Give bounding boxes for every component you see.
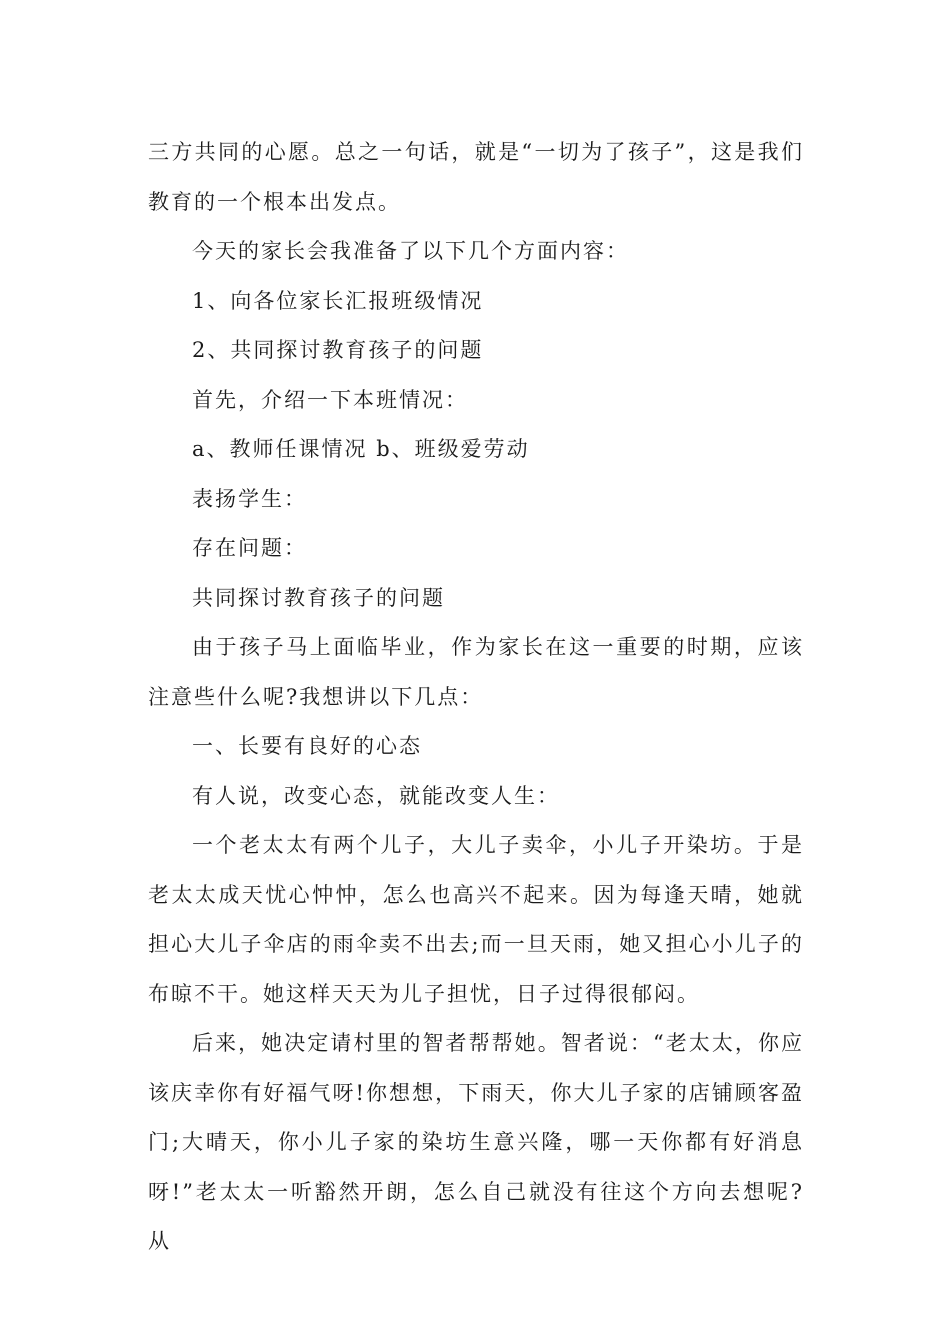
paragraph-graduation: 由于孩子马上面临毕业，作为家长在这一重要的时期，应该注意些什么呢?我想讲以下几点： [148,635,804,709]
paragraph-class-intro: 首先，介绍一下本班情况： [192,387,468,412]
paragraph-story-part-2: 后来，她决定请村里的智者帮帮她。智者说：“老太太，你应该庆幸你有好福气呀!你想想，下雨天，你大儿子家的店铺顾客盈门;大晴天，你小儿子家的染坊生意兴隆，哪一天你都有好消息呀!”老太太一听豁然开朗，怎么自己就没有往这个方向去想呢?从 [148,1031,804,1253]
paragraph-section-heading: 共同探讨教育孩子的问题 [192,585,445,610]
paragraph-mindset-quote: 有人说，改变心态，就能改变人生： [192,783,560,808]
document-page [148,128,804,1267]
paragraph-existing-problems: 存在问题： [192,536,307,560]
paragraph-agenda-item-1: 1、向各位家长汇报班级情况 [192,288,484,313]
paragraph-praise-students: 表扬学生： [192,486,307,511]
paragraph-point-1-heading: 一、长要有良好的心态 [192,734,422,758]
paragraph-story-part-1: 一个老太太有两个儿子，大儿子卖伞，小儿子开染坊。于是老太太成天忧心忡忡，怎么也高兴不起来。因为每逢天晴，她就担心大儿子伞店的雨伞卖不出去;而一旦天雨，她又担心小儿子的布晾不干。她这样天天为儿子担忧，日子过得很郁闷。 [148,833,804,1006]
paragraph-agenda-item-2: 2、共同探讨教育孩子的问题 [192,338,484,362]
paragraph-intro-continuation: 三方共同的心愿。总之一句话，就是“一切为了孩子”，这是我们教育的一个根本出发点。 [148,140,804,214]
paragraph-agenda-intro: 今天的家长会我准备了以下几个方面内容： [192,239,629,263]
paragraph-class-items: a、教师任课情况 b、班级爱劳动 [192,437,530,461]
